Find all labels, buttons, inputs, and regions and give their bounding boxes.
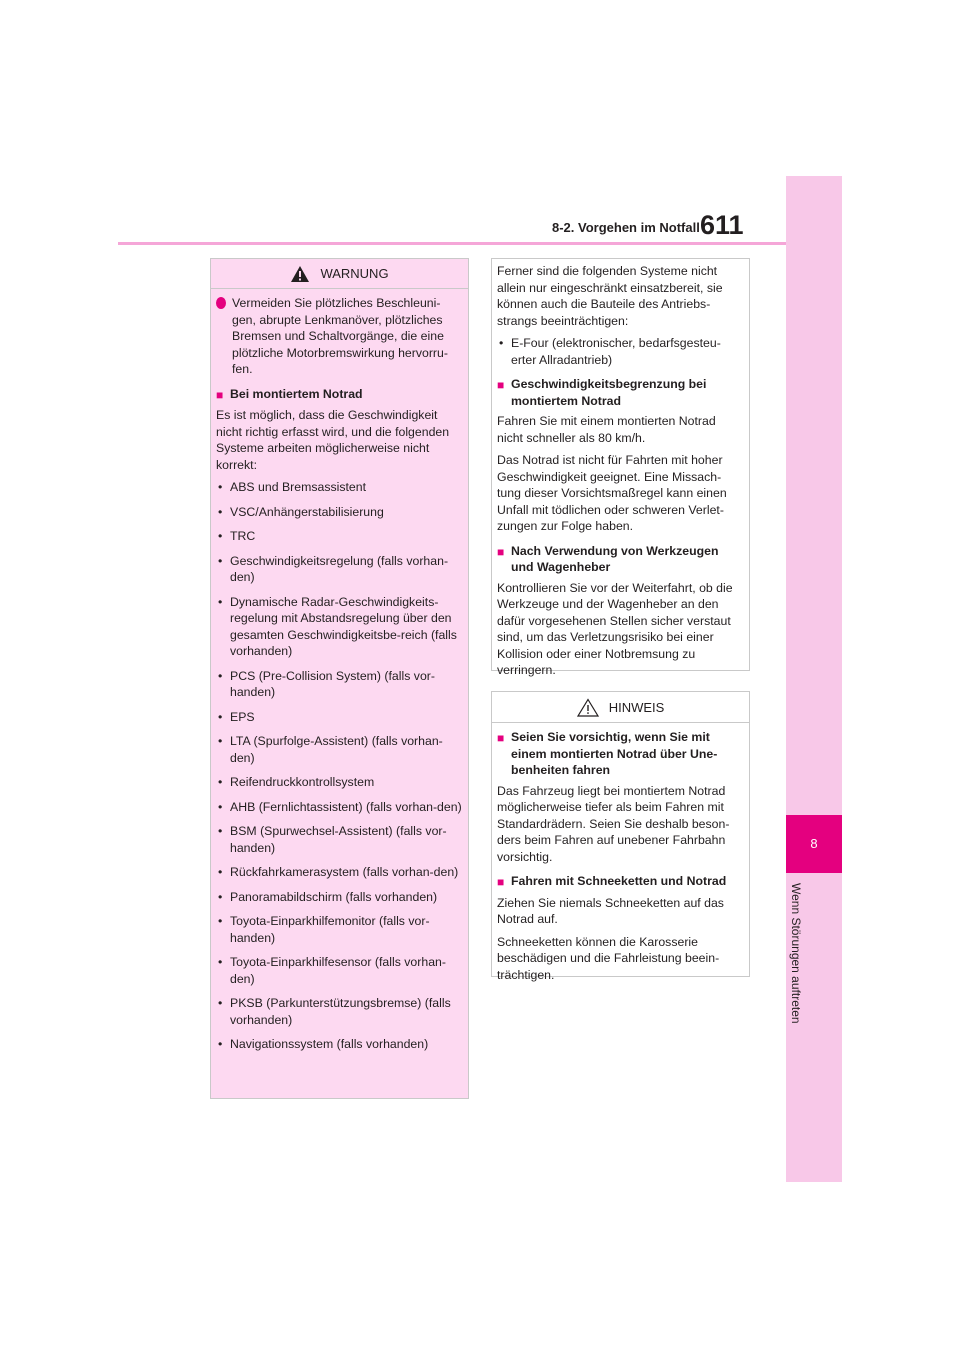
- warning-continued-box: [491, 258, 750, 677]
- list-item: • Toyota-Einparkhilfesensor (falls vorhan-den): [218, 955, 446, 986]
- header-rule: [118, 242, 786, 245]
- note-box-header: [492, 692, 749, 723]
- subheading-werkzeuge: ■ Nach Verwendung von Werkzeugen und Wagenheber: [497, 543, 719, 574]
- warning-triangle-icon: [290, 265, 310, 283]
- list-item: • Reifendruckkontrollsystem: [218, 775, 375, 789]
- subheading-geschwindigkeitsbegrenzung: ■ Geschwindigkeitsbegrenzung bei montiertem Notrad: [497, 377, 707, 408]
- list-item: • Navigationssystem (falls vorhanden): [218, 1037, 429, 1051]
- list-item: • Geschwindigkeitsregelung (falls vorhan-den): [218, 553, 449, 584]
- paragraph: Ziehen Sie niemals Schneeketten auf das Notrad auf.: [497, 895, 724, 926]
- warning-item-list: [216, 479, 463, 1053]
- paragraph: Kontrollieren Sie vor der Weiterfahrt, ob die Werkzeuge und der Wagenheber an den dafür vorgesehenen Stellen sicher verstaut sind, um das Verletzungsrisiko bei einer Kollision oder einer Notbremsung zu verringern.: [497, 580, 733, 677]
- continued-box-body: [492, 259, 749, 691]
- note-title: HINWEIS: [608, 699, 665, 715]
- note-box: [491, 691, 750, 982]
- continued-paragraph: Ferner sind die folgenden Systeme nicht allein nur eingeschränkt einsatzbereit, sie können auch die Bauteile des Antriebs-strangs beeinträchtigen:: [497, 264, 723, 328]
- list-item: • Rückfahrkamerasystem (falls vorhan-den): [218, 865, 459, 879]
- paragraph: Fahren Sie mit einem montierten Notrad nicht schneller als 80 km/h.: [497, 414, 716, 445]
- warning-title: WARNUNG: [320, 266, 389, 281]
- list-item: • EPS: [218, 709, 255, 724]
- subheading-schneeketten: ■ Fahren mit Schneeketten und Notrad: [497, 874, 727, 889]
- list-item: • TRC: [218, 529, 256, 543]
- list-item: • PCS (Pre-Collision System) (falls vor-handen): [218, 668, 435, 699]
- list-item: • Toyota-Einparkhilfemonitor (falls vor-handen): [218, 914, 430, 945]
- list-item: • E-Four (elektronischer, bedarfsgesteu-erter Allradantrieb): [499, 336, 721, 367]
- warning-intro: Vermeiden Sie plötzliches Beschleuni-gen, abrupte Lenkmanöver, plötzliches Bremsen und Schaltvorgänge, die eine plötzliche Motorbremswirkung hervorru-fen.: [216, 295, 463, 378]
- list-item: • BSM (Spurwechsel-Assistent) (falls vor-handen): [218, 824, 447, 855]
- note-box-body: [492, 723, 749, 995]
- warning-paragraph: Es ist möglich, dass die Geschwindigkeit nicht richtig erfasst wird, und die folgenden Systeme arbeiten möglicherweise nicht korrekt:: [216, 408, 450, 472]
- paragraph: Das Notrad ist nicht für Fahrten mit hoher Geschwindigkeit geeignet. Eine Missach-tung dieser Vorsichtsmaßregel kann einen Unfall mit tödlichen oder schweren Verlet-zungen zur Folge haben.: [497, 453, 727, 533]
- circle-bullet-icon: [216, 297, 226, 309]
- paragraph: Das Fahrzeug liegt bei montiertem Notrad möglicherweise tiefer als beim Fahren mit Standardrädern. Seien Sie deshalb beson-ders beim Fahren auf unebener Fahrbahn vorsichtig.: [497, 783, 730, 864]
- list-item: • Panoramabildschirm (falls vorhanden): [218, 889, 438, 904]
- chapter-title: Wenn Störungen auftreten: [789, 883, 803, 1024]
- square-bullet-icon: ■: [497, 875, 505, 889]
- paragraph: Schneeketten können die Karosserie beschädigen und die Fahrleistung beein-trächtigen.: [497, 934, 720, 982]
- warning-box-body: [211, 289, 468, 1069]
- square-bullet-icon: ■: [497, 544, 505, 559]
- chapter-number[interactable]: 8: [786, 815, 842, 873]
- list-item: • PKSB (Parkunterstützungsbremse) (falls vorhanden): [218, 996, 451, 1027]
- list-item: • LTA (Spurfolge-Assistent) (falls vorhan-den): [218, 734, 443, 765]
- square-bullet-icon: ■: [216, 387, 224, 402]
- page-number: 611: [700, 210, 744, 240]
- square-bullet-icon: ■: [497, 378, 505, 392]
- caution-triangle-icon: [577, 698, 599, 717]
- square-bullet-icon: ■: [497, 731, 505, 745]
- list-item: • VSC/Anhängerstabilisierung: [218, 504, 384, 519]
- list-item: • AHB (Fernlichtassistent) (falls vorhan-den): [218, 799, 462, 814]
- list-item: • Dynamische Radar-Geschwindigkeits-regelung mit Abstandsregelung über den gesamten Geschwindigkeitsbe-reich (falls vorhanden): [218, 594, 457, 658]
- section-header: 8-2. Vorgehen im Notfall: [552, 220, 700, 235]
- list-item: • ABS und Bremsassistent: [218, 480, 367, 494]
- warning-box: [210, 258, 469, 1099]
- subheading-unebenheiten: ■ Seien Sie vorsichtig, wenn Sie mit einem montierten Notrad über Une-benheiten fahren: [497, 730, 718, 777]
- warning-box-header: [211, 259, 468, 289]
- subheading-bei-montiertem-notrad: ■ Bei montiertem Notrad: [216, 386, 363, 402]
